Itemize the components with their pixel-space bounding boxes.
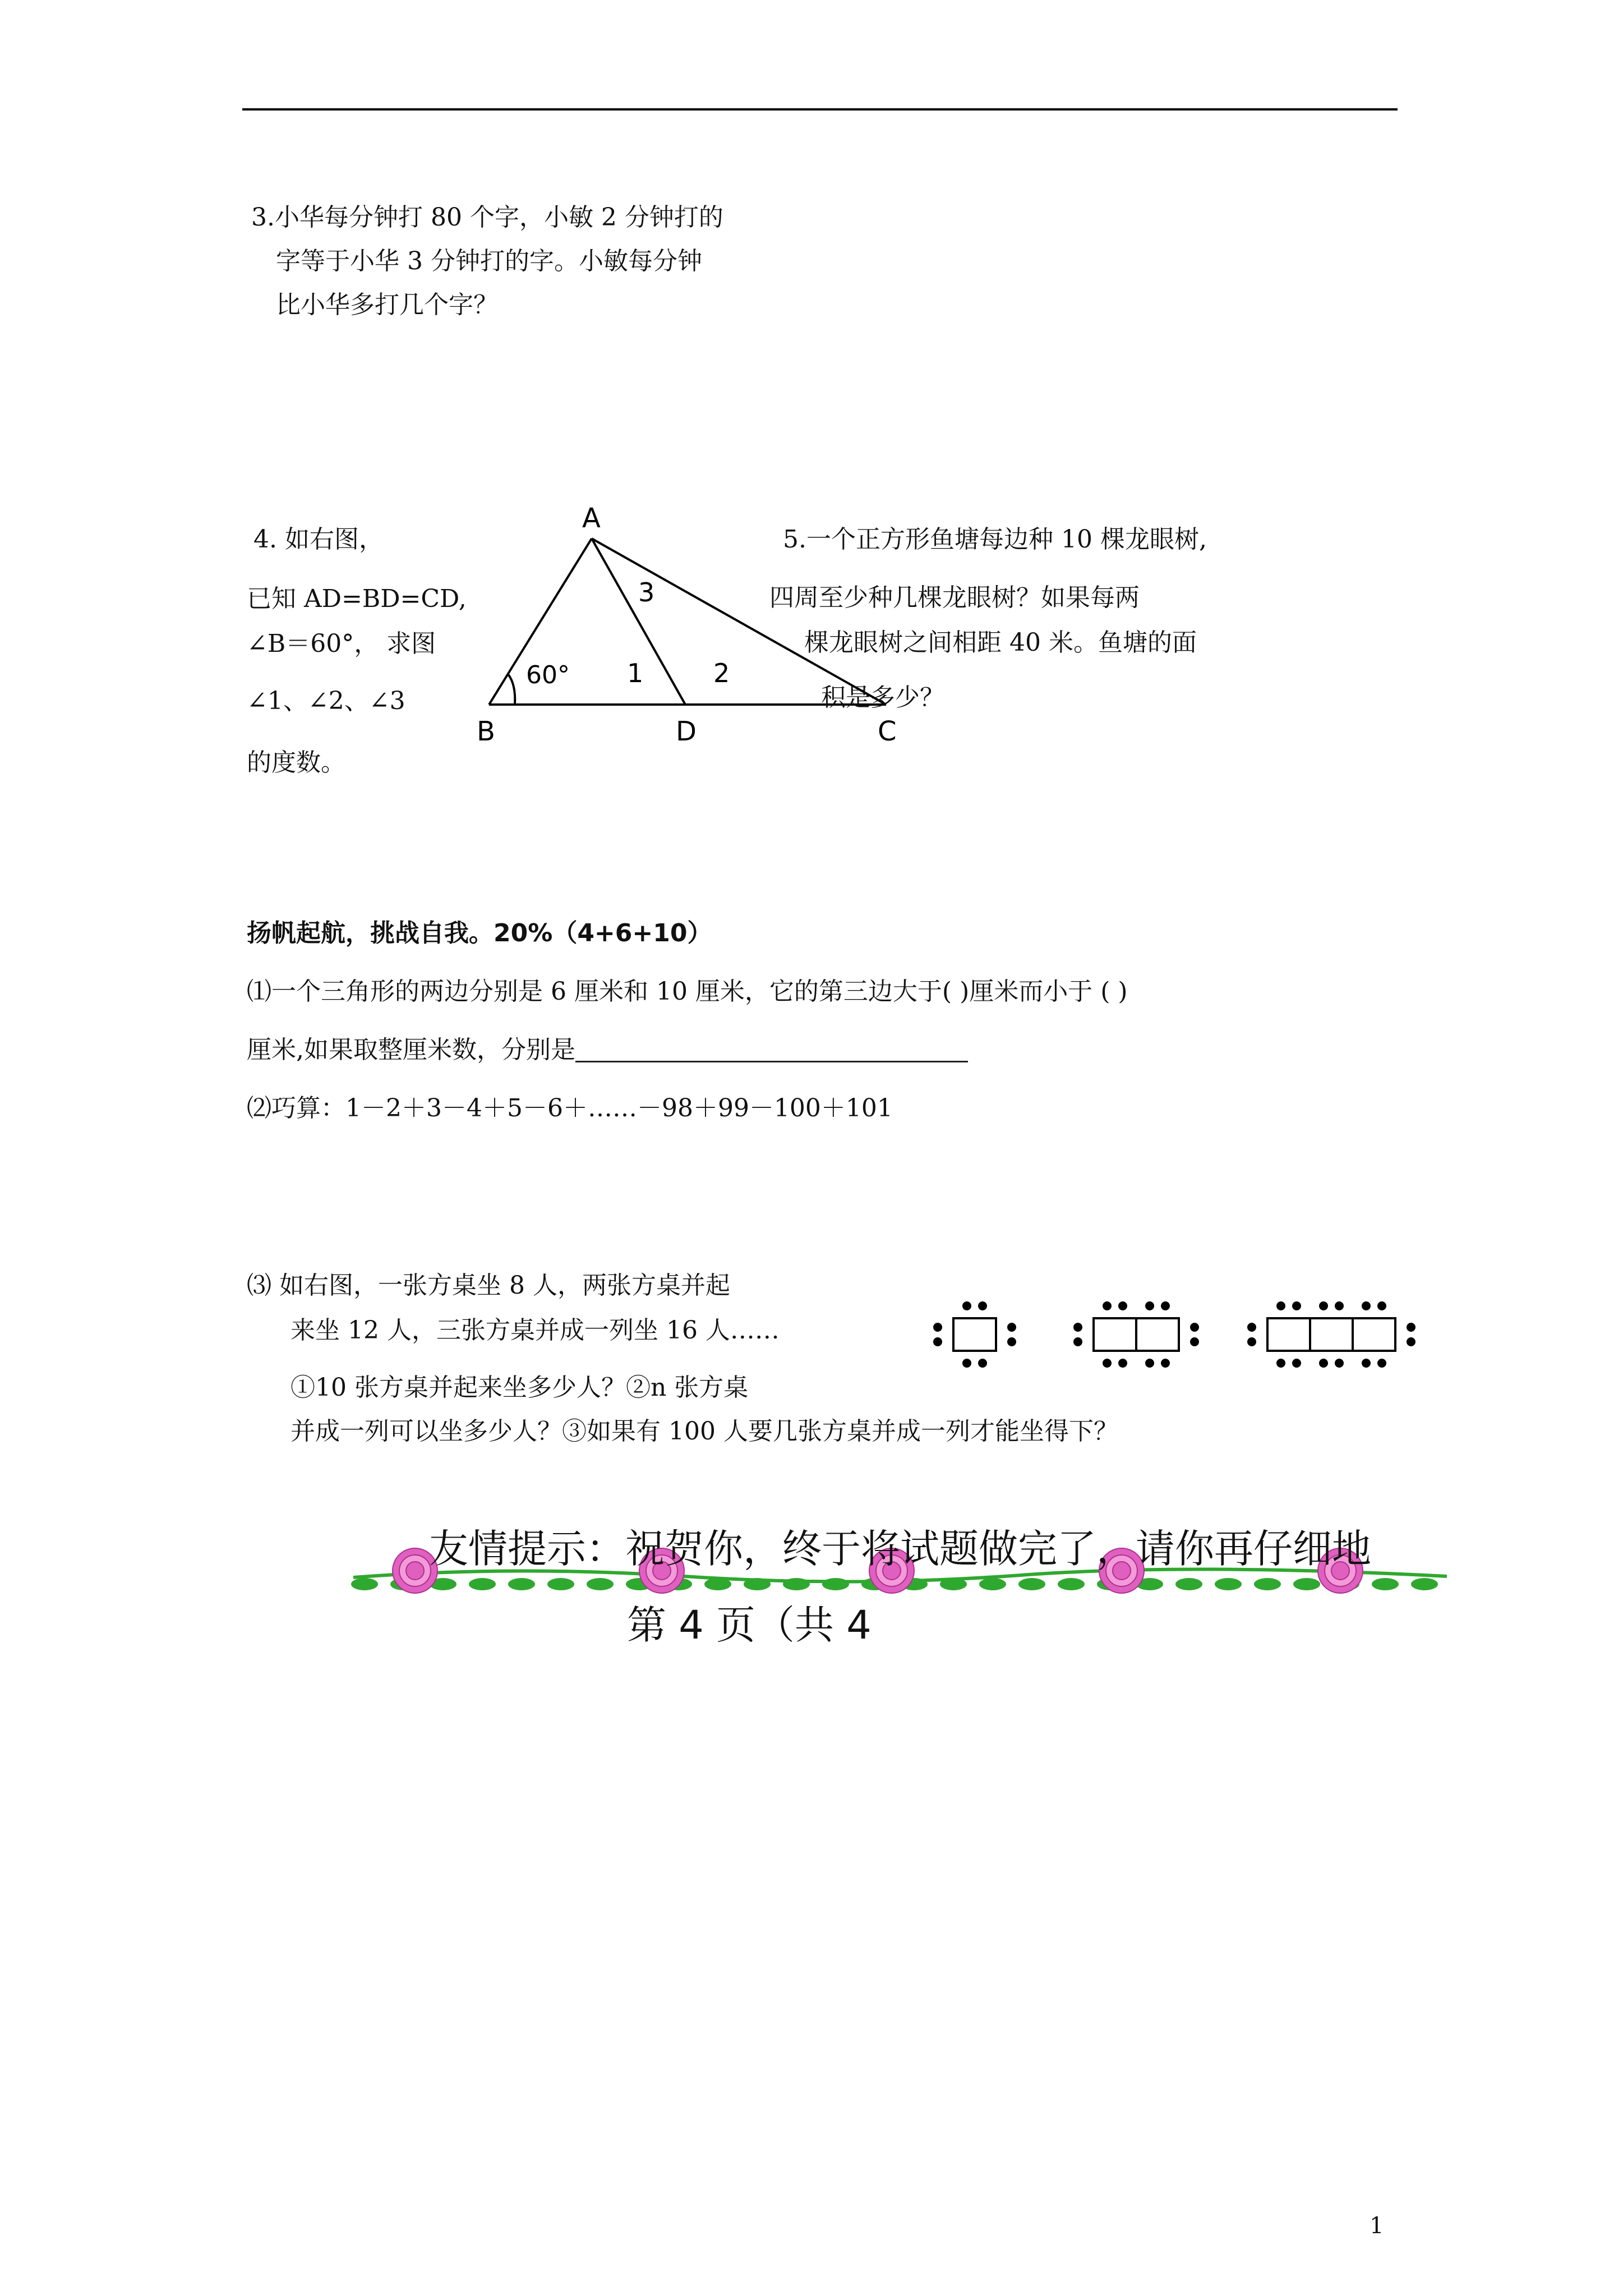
leaf-icon (783, 1578, 810, 1590)
seat-person (1007, 1337, 1016, 1346)
angle-60-label: 60° (526, 661, 570, 689)
leaf-icon (508, 1578, 535, 1590)
seat-person (1247, 1323, 1256, 1332)
seat-person (1407, 1323, 1415, 1332)
q4-line5: 的度数。 (247, 748, 345, 777)
seat-person (933, 1337, 942, 1346)
seat-person (1118, 1359, 1127, 1368)
leaf-icon (547, 1578, 574, 1590)
q4-line1: 4. 如右图， (253, 525, 384, 554)
angle-2-label: 2 (713, 658, 730, 688)
answer-blank (575, 1038, 968, 1062)
vertex-a-label: A (582, 503, 601, 534)
seat-person (1319, 1301, 1328, 1310)
seat-person (1247, 1337, 1256, 1346)
q5-line4: 积是多少？ (821, 683, 944, 712)
seat-person (1145, 1301, 1154, 1310)
leaf-icon (1058, 1578, 1085, 1590)
vertex-d-label: D (676, 716, 697, 747)
seat-person (1190, 1337, 1199, 1346)
p1-line1: ⑴一个三角形的两边分别是 6 厘米和 10 厘米，它的第三边大于( )厘米而小于 ( ) (247, 977, 1128, 1006)
banner-text: 友情提示：祝贺你，终于将试题做完了，请你再仔细地 (429, 1526, 1371, 1572)
page-number: 1 (1370, 2213, 1384, 2239)
angle-b-arc (508, 674, 515, 705)
leaf-icon (940, 1578, 967, 1590)
square-table (1094, 1318, 1136, 1351)
seat-person (962, 1301, 971, 1310)
q3-line1: 3.小华每分钟打 80 个字，小敏 2 分钟打的 (251, 203, 723, 232)
seat-person (1377, 1301, 1386, 1310)
seat-person (1377, 1359, 1386, 1368)
seat-person (1335, 1359, 1344, 1368)
seat-person (1276, 1359, 1285, 1368)
seat-person (1319, 1359, 1328, 1368)
seat-person (933, 1323, 942, 1332)
seat-person (1362, 1359, 1371, 1368)
section-heading: 扬帆起航，挑战自我。20%（4+6+10） (247, 919, 712, 947)
p3-line3: ①10 张方桌并起来坐多少人？②n 张方桌 (291, 1373, 749, 1402)
seat-person (1007, 1323, 1016, 1332)
leaf-icon (1215, 1578, 1242, 1590)
q4-line2: 已知 AD=BD=CD, (247, 585, 467, 613)
leaf-icon (1254, 1578, 1281, 1590)
q5-line2: 四周至少种几棵龙眼树？如果每两 (769, 583, 1140, 612)
leaf-icon (704, 1578, 731, 1590)
seat-person (1073, 1323, 1082, 1332)
seat-person (1118, 1301, 1127, 1310)
square-table (1353, 1318, 1395, 1351)
q3-line2: 字等于小华 3 分钟打的字。小敏每分钟 (276, 247, 702, 275)
p3-line2: 来坐 12 人，三张方桌并成一列坐 16 人…… (291, 1316, 780, 1345)
seat-person (1190, 1323, 1199, 1332)
leaf-icon (1293, 1578, 1320, 1590)
seat-person (1161, 1359, 1170, 1368)
seat-person (1161, 1301, 1170, 1310)
p1-line2 (247, 1038, 968, 1062)
seat-person (978, 1301, 987, 1310)
leaf-icon (1018, 1578, 1045, 1590)
angle-1-label: 1 (627, 658, 644, 688)
seat-person (1073, 1337, 1082, 1346)
p3-line4: 并成一列可以坐多少人？③如果有 100 人要几张方桌并成一列才能坐得下？ (291, 1417, 1118, 1446)
seat-person (1276, 1301, 1285, 1310)
page-of-text: 第 4 页（共 4 (627, 1602, 872, 1648)
seat-person (1335, 1301, 1344, 1310)
q5-line3: 棵龙眼树之间相距 40 米。鱼塘的面 (804, 628, 1197, 657)
q3-line3: 比小华多打几个字？ (276, 291, 498, 319)
leaf-icon (1175, 1578, 1202, 1590)
leaf-icon (822, 1578, 849, 1590)
seat-person (1292, 1359, 1301, 1368)
seat-person (978, 1359, 987, 1368)
leaf-icon (1372, 1578, 1399, 1590)
vertex-c-label: C (878, 716, 897, 747)
vertex-b-label: B (477, 716, 495, 747)
leaf-icon (351, 1578, 378, 1590)
seat-person (1407, 1337, 1415, 1346)
p2-line1: ⑵巧算：1－2＋3－4＋5－6＋……－98＋99－100＋101 (247, 1094, 893, 1122)
q4-line4: ∠1、∠2、∠3 (247, 687, 405, 715)
square-table (1310, 1318, 1353, 1351)
leaf-icon (979, 1578, 1006, 1590)
seat-person (1103, 1301, 1112, 1310)
leaf-icon (587, 1578, 614, 1590)
leaf-icon (1411, 1578, 1438, 1590)
square-table (953, 1318, 996, 1351)
angle-3-label: 3 (638, 577, 655, 608)
seat-person (1103, 1359, 1112, 1368)
square-table (1267, 1318, 1310, 1351)
header-rule (242, 108, 1398, 111)
p3-line1: ⑶ 如右图，一张方桌坐 8 人，两张方桌并起 (247, 1271, 730, 1300)
q4-line3: ∠B＝60°， 求图 (247, 629, 436, 658)
square-tables-figure (920, 1285, 1453, 1386)
seat-person (1292, 1301, 1301, 1310)
leaf-icon (469, 1578, 496, 1590)
square-table (1136, 1318, 1179, 1351)
leaf-icon (744, 1578, 771, 1590)
q5-line1: 5.一个正方形鱼塘每边种 10 棵龙眼树, (783, 525, 1207, 554)
seat-person (1145, 1359, 1154, 1368)
p1-line2-text: 厘米,如果取整厘米数，分别是 (247, 1036, 575, 1064)
seat-person (962, 1359, 971, 1368)
seat-person (1362, 1301, 1371, 1310)
